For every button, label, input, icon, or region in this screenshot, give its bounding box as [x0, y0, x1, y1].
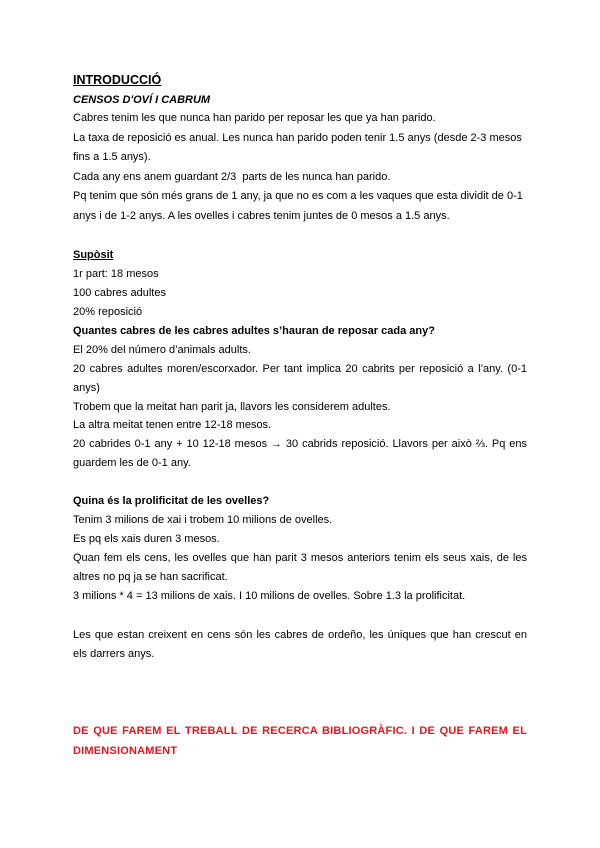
text-line: anys i de 1-2 anys. A les ovelles i cabres tenim juntes de 0 mesos a 1.5 anys.	[73, 209, 450, 222]
prolificacy-section	[73, 492, 527, 605]
text-line: Quan fem els cens, les ovelles que han parit 3 mesos anteriors tenim els seus xais, de les	[73, 552, 527, 565]
text-line: El 20% del número d’animals adults.	[73, 343, 251, 356]
text-line: Tenim 3 milions de xai i trobem 10 milions de ovelles.	[73, 514, 333, 527]
red-note-line: DIMENSIONAMENT	[73, 744, 178, 757]
red-note-line: DE QUE FAREM EL TREBALL DE RECERCA BIBLIOGRÀFIC. I DE QUE FAREM EL	[73, 724, 527, 737]
text-line: anys)	[73, 381, 100, 394]
text-line: 20 cabrides 0-1 any + 10 12-18 mesos → 30 cabrids reposició. Llavors per això ⅔. Pq ens	[73, 438, 527, 451]
text-line: Les que estan creixent en cens són les cabres de ordeño, les úniques que han crescut en	[73, 629, 527, 642]
text-line: 20 cabres adultes moren/escorxador. Per tant implica 20 cabrits per reposició a l’any. (0-1	[73, 362, 527, 375]
document-page	[73, 70, 527, 761]
closing-section	[73, 626, 527, 664]
text-line: els darrers anys.	[73, 648, 155, 661]
text-line: Cabres tenim les que nunca han parido per reposar les que ya han parido.	[73, 112, 436, 124]
text-line: 20% reposició	[73, 306, 143, 319]
question-2: Quina és la prolificitat de les ovelles?	[73, 495, 270, 508]
red-note	[73, 721, 527, 761]
text-line: 100 cabres adultes	[73, 287, 166, 300]
text-line: 1r part: 18 mesos	[73, 268, 159, 281]
question-1: Quantes cabres de les cabres adultes s’hauran de reposar cada any?	[73, 324, 435, 337]
text-line: Cada any ens anem guardant 2/3 parts de les nunca han parido.	[73, 170, 391, 183]
census-heading: CENSOS D'OVÍ I CABRUM	[73, 94, 211, 106]
case-heading: Supòsit	[73, 249, 114, 262]
text-line: La altra meitat tenen entre 12-18 mesos.	[73, 419, 272, 432]
case-section	[73, 246, 527, 473]
text-line: Pq tenim que són més grans de 1 any, ja que no es com a les vaques que esta dividit de 0-1	[73, 190, 523, 203]
text-line: Es pq els xais duren 3 mesos.	[73, 533, 220, 546]
text-line: Trobem que la meitat han parit ja, llavors les considerem adultes.	[73, 400, 391, 413]
page-title: INTRODUCCIÓ	[73, 73, 162, 87]
text-line: guardem les de 0-1 any.	[73, 457, 191, 470]
text-line: 3 milions * 4 = 13 milions de xais. I 10 milions de ovelles. Sobre 1.3 la prolificitat.	[73, 589, 466, 602]
text-line: La taxa de reposició es anual. Les nunca han parido poden tenir 1.5 anys (desde 2-3 mesos	[73, 131, 522, 144]
text-line: altres no pq ja se han sacrificat.	[73, 570, 228, 583]
census-section	[73, 109, 527, 227]
text-line: fins a 1.5 anys).	[73, 151, 151, 164]
